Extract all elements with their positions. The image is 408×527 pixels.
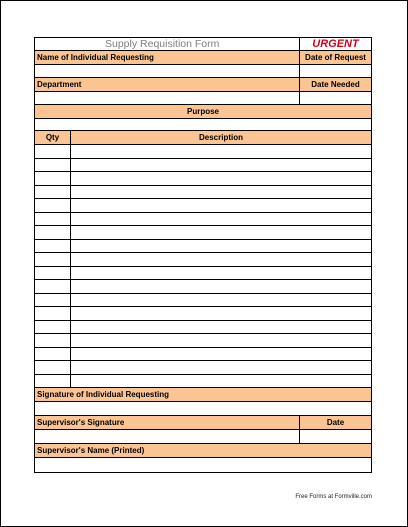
table-row xyxy=(35,375,371,389)
table-row xyxy=(35,334,371,348)
table-row xyxy=(35,361,371,375)
description-cell[interactable] xyxy=(71,213,371,226)
supervisor-header-row xyxy=(35,416,371,430)
table-row xyxy=(35,321,371,335)
qty-cell[interactable] xyxy=(35,145,71,158)
table-row xyxy=(35,226,371,240)
department-label: Department xyxy=(35,78,300,91)
supervisor-date-label: Date xyxy=(300,416,371,429)
description-cell[interactable] xyxy=(71,253,371,266)
description-cell[interactable] xyxy=(71,226,371,239)
qty-cell[interactable] xyxy=(35,226,71,239)
table-row xyxy=(35,294,371,308)
department-field[interactable] xyxy=(35,92,300,104)
table-row xyxy=(35,199,371,213)
name-of-individual-label: Name of Individual Requesting xyxy=(35,51,300,64)
purpose-entry-row xyxy=(35,119,371,131)
items-table-body xyxy=(35,145,371,388)
qty-cell[interactable] xyxy=(35,321,71,334)
signature-header-row xyxy=(35,388,371,402)
description-header: Description xyxy=(71,131,371,144)
signature-label: Signature of Individual Requesting xyxy=(35,388,371,401)
name-of-individual-field[interactable] xyxy=(35,65,300,77)
table-row xyxy=(35,280,371,294)
purpose-header-row xyxy=(35,105,371,119)
description-cell[interactable] xyxy=(71,240,371,253)
signature-entry-row xyxy=(35,402,371,416)
qty-cell[interactable] xyxy=(35,348,71,361)
description-cell[interactable] xyxy=(71,294,371,307)
description-cell[interactable] xyxy=(71,159,371,172)
description-cell[interactable] xyxy=(71,267,371,280)
qty-cell[interactable] xyxy=(35,159,71,172)
qty-cell[interactable] xyxy=(35,294,71,307)
purpose-label: Purpose xyxy=(35,105,371,118)
description-cell[interactable] xyxy=(71,375,371,388)
supervisor-name-label: Supervisor's Name (Printed) xyxy=(35,444,371,457)
supervisor-name-header-row xyxy=(35,444,371,458)
purpose-field[interactable] xyxy=(35,119,371,130)
table-row xyxy=(35,253,371,267)
department-entry-row xyxy=(35,92,371,105)
form-title: Supply Requisition Form xyxy=(35,38,300,50)
items-header-row xyxy=(35,131,371,145)
qty-cell[interactable] xyxy=(35,307,71,320)
qty-cell[interactable] xyxy=(35,280,71,293)
title-row xyxy=(35,38,371,51)
description-cell[interactable] xyxy=(71,145,371,158)
requester-header-row xyxy=(35,51,371,65)
signature-field[interactable] xyxy=(35,402,371,415)
requester-entry-row xyxy=(35,65,371,78)
supervisor-signature-label: Supervisor's Signature xyxy=(35,416,300,429)
table-row xyxy=(35,240,371,254)
description-cell[interactable] xyxy=(71,186,371,199)
qty-cell[interactable] xyxy=(35,267,71,280)
table-row xyxy=(35,172,371,186)
table-row xyxy=(35,186,371,200)
date-needed-field[interactable] xyxy=(300,92,371,104)
urgent-label: URGENT xyxy=(312,38,359,50)
qty-cell[interactable] xyxy=(35,361,71,374)
qty-cell[interactable] xyxy=(35,334,71,347)
qty-cell[interactable] xyxy=(35,186,71,199)
table-row xyxy=(35,145,371,159)
qty-cell[interactable] xyxy=(35,213,71,226)
table-row xyxy=(35,348,371,362)
supervisor-name-field[interactable] xyxy=(35,458,371,472)
table-row xyxy=(35,307,371,321)
date-of-request-field[interactable] xyxy=(300,65,371,77)
qty-cell[interactable] xyxy=(35,253,71,266)
description-cell[interactable] xyxy=(71,280,371,293)
description-cell[interactable] xyxy=(71,321,371,334)
qty-cell[interactable] xyxy=(35,240,71,253)
supply-requisition-form xyxy=(34,37,372,473)
table-row xyxy=(35,213,371,227)
table-row xyxy=(35,267,371,281)
supervisor-entry-row xyxy=(35,430,371,444)
description-cell[interactable] xyxy=(71,199,371,212)
description-cell[interactable] xyxy=(71,361,371,374)
department-header-row xyxy=(35,78,371,92)
qty-cell[interactable] xyxy=(35,199,71,212)
footer-credit: Free Forms at Formville.com xyxy=(295,494,372,500)
supervisor-name-entry-row xyxy=(35,458,371,472)
qty-cell[interactable] xyxy=(35,172,71,185)
supervisor-date-field[interactable] xyxy=(300,430,371,443)
supervisor-signature-field[interactable] xyxy=(35,430,300,443)
description-cell[interactable] xyxy=(71,172,371,185)
description-cell[interactable] xyxy=(71,334,371,347)
qty-cell[interactable] xyxy=(35,375,71,388)
qty-header: Qty xyxy=(35,131,71,144)
description-cell[interactable] xyxy=(71,348,371,361)
date-of-request-label: Date of Request xyxy=(300,51,371,64)
table-row xyxy=(35,159,371,173)
description-cell[interactable] xyxy=(71,307,371,320)
date-needed-label: Date Needed xyxy=(300,78,371,91)
